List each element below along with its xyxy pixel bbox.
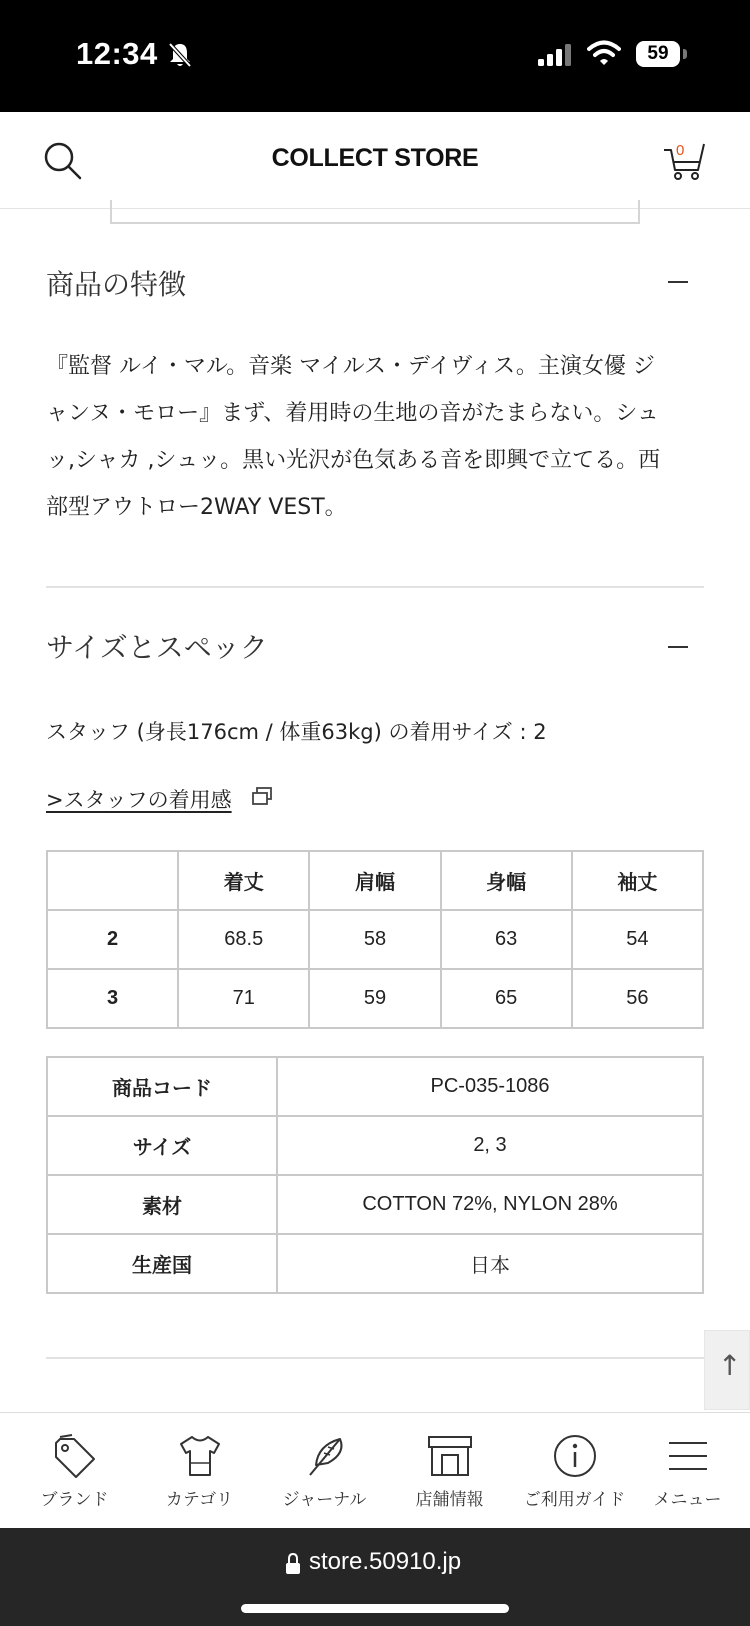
nav-label: ご利用ガイド xyxy=(523,1490,626,1510)
nav-label: ジャーナル xyxy=(282,1490,367,1510)
nav-item-store-info[interactable] xyxy=(387,1413,512,1529)
table-header-cell: 袖丈 xyxy=(572,851,703,910)
nav-item-category[interactable] xyxy=(137,1413,262,1529)
nav-label: ブランド xyxy=(40,1490,109,1510)
size-label-cell: 3 xyxy=(47,969,178,1028)
tag-icon xyxy=(52,1433,98,1479)
table-row xyxy=(47,1234,703,1293)
info-icon xyxy=(552,1433,598,1479)
table-cell: 68.5 xyxy=(178,910,309,969)
table-cell: 56 xyxy=(572,969,703,1028)
table-row xyxy=(47,1057,703,1116)
home-indicator[interactable] xyxy=(241,1604,509,1613)
features-description xyxy=(46,343,706,531)
store-logo[interactable]: COLLECT STORE xyxy=(271,144,479,172)
nav-label: 店舗情報 xyxy=(415,1490,484,1510)
table-row xyxy=(47,969,703,1028)
section-divider xyxy=(46,1357,704,1359)
spec-label-cell: 生産国 xyxy=(47,1234,277,1293)
arrow-up-icon: ↑ xyxy=(718,1349,742,1382)
table-header-cell: 着丈 xyxy=(178,851,309,910)
size-label-cell: 2 xyxy=(47,910,178,969)
nav-item-journal[interactable] xyxy=(262,1413,387,1529)
status-bar xyxy=(0,0,750,112)
table-row xyxy=(47,1116,703,1175)
spec-value-cell: COTTON 72%, NYLON 28% xyxy=(277,1175,703,1234)
nav-label: メニュー xyxy=(653,1490,722,1510)
size-spec-collapse-icon[interactable] xyxy=(668,646,688,648)
bottom-nav xyxy=(0,1412,750,1528)
menu-icon xyxy=(665,1433,711,1479)
spec-value-cell: 日本 xyxy=(277,1234,703,1293)
table-row xyxy=(47,1175,703,1234)
signal-icon xyxy=(538,44,574,66)
wifi-icon xyxy=(587,40,621,66)
features-line: 『監督 ルイ・マル。音楽 マイルス・デイヴィス。主演女優 ジ xyxy=(46,354,655,379)
lock-icon xyxy=(285,1553,301,1575)
scroll-to-top-button[interactable] xyxy=(704,1330,750,1410)
battery-indicator: 59 xyxy=(636,41,680,67)
features-collapse-icon[interactable] xyxy=(668,281,688,283)
status-time: 12:34 xyxy=(76,36,158,71)
table-cell: 71 xyxy=(178,969,309,1028)
store-icon xyxy=(427,1433,473,1479)
features-line: 部型アウトロー2WAY VEST。 xyxy=(46,495,347,520)
feather-icon xyxy=(302,1433,348,1479)
shirt-icon xyxy=(177,1433,223,1479)
staff-fit-link[interactable]: >スタッフの着用感 xyxy=(46,788,232,812)
site-header xyxy=(0,112,750,209)
features-line: ッ,シャカ ,シュッ。黒い光沢が色気ある音を即興で立てる。西 xyxy=(46,448,661,473)
table-cell: 59 xyxy=(309,969,440,1028)
spec-label-cell: サイズ xyxy=(47,1116,277,1175)
spec-value-cell: PC-035-1086 xyxy=(277,1057,703,1116)
table-header-cell: 肩幅 xyxy=(309,851,440,910)
section-divider xyxy=(46,586,704,588)
bell-slash-icon xyxy=(167,41,193,69)
spec-table xyxy=(46,1056,704,1294)
table-header-cell xyxy=(47,851,178,910)
table-row xyxy=(47,910,703,969)
features-section-title[interactable]: 商品の特徴 xyxy=(46,268,187,301)
table-cell: 63 xyxy=(441,910,572,969)
size-table xyxy=(46,850,704,1029)
nav-item-brand[interactable] xyxy=(12,1413,137,1529)
nav-item-guide[interactable] xyxy=(512,1413,637,1529)
external-window-icon xyxy=(251,786,273,806)
cart-count-badge: 0 xyxy=(676,142,685,159)
spec-label-cell: 素材 xyxy=(47,1175,277,1234)
nav-item-menu[interactable] xyxy=(625,1413,750,1529)
table-cell: 58 xyxy=(309,910,440,969)
table-cell: 65 xyxy=(441,969,572,1028)
table-cell: 54 xyxy=(572,910,703,969)
table-header-row xyxy=(47,851,703,910)
table-header-cell: 身幅 xyxy=(441,851,572,910)
battery-cap xyxy=(683,49,687,59)
previous-content-box xyxy=(110,200,640,224)
staff-size-text: スタッフ (身長176cm / 体重63kg) の着用サイズ : 2 xyxy=(46,720,547,744)
nav-label: カテゴリ xyxy=(165,1490,234,1510)
cart-icon[interactable] xyxy=(662,140,708,182)
features-line: ャンヌ・モロー』まず、着用時の生地の音がたまらない。シュ xyxy=(46,401,659,426)
size-spec-section-title[interactable]: サイズとスペック xyxy=(46,631,268,664)
spec-value-cell: 2, 3 xyxy=(277,1116,703,1175)
spec-label-cell: 商品コード xyxy=(47,1057,277,1116)
browser-address-bar[interactable] xyxy=(0,1528,750,1626)
url-text[interactable]: store.50910.jp xyxy=(309,1548,462,1575)
